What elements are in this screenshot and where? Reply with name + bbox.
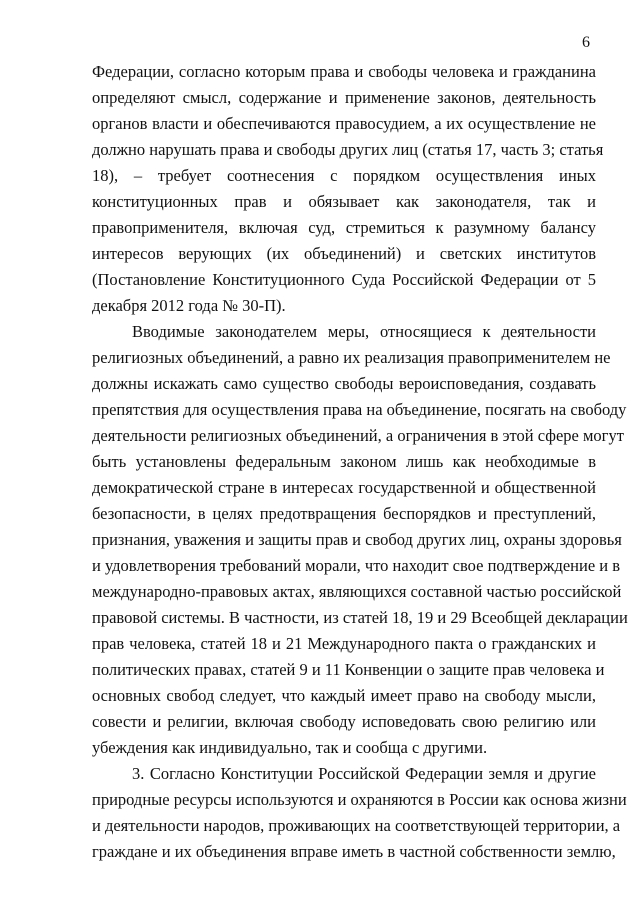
text-line: международно-правовых актах, являющихся составной частью российской <box>92 582 622 601</box>
text-line: определяют смысл, содержание и применение законов, деятельность <box>92 88 596 107</box>
page-number: 6 <box>582 34 590 51</box>
text-line: религиозных объединений, а равно их реализация правоприменителем не <box>92 348 611 367</box>
text-line: декабря 2012 года № 30-П). <box>92 296 286 315</box>
text-line: признания, уважения и защиты прав и свобод других лиц, охраны здоровья <box>92 530 622 549</box>
text-line: основных свобод следует, что каждый имеет право на свободу мысли, <box>92 686 596 705</box>
text-line: правоприменителя, включая суд, стремиться к разумному балансу <box>92 218 596 237</box>
text-line: Федерации, согласно которым права и свободы человека и гражданина <box>92 62 596 81</box>
text-line: безопасности, в целях предотвращения беспорядков и преступлений, <box>92 504 596 523</box>
text-line: и деятельности народов, проживающих на соответствующей территории, а <box>92 816 621 835</box>
text-line: совести и религии, включая свободу исповедовать свою религию или <box>92 712 596 731</box>
text-line: прав человека, статей 18 и 21 Международного пакта о гражданских и <box>92 634 596 653</box>
text-line: интересов верующих (их объединений) и светских институтов <box>92 244 596 263</box>
text-line: (Постановление Конституционного Суда Российской Федерации от 5 <box>92 270 596 289</box>
text-line: препятствия для осуществления права на объединение, посягать на свободу <box>92 400 627 419</box>
text-line: убеждения как индивидуально, так и сообща с другими. <box>92 738 488 757</box>
text-line: органов власти и обеспечиваются правосудием, а их осуществление не <box>92 114 596 133</box>
text-line: 18), – требует соотнесения с порядком осуществления иных <box>92 166 596 185</box>
text-line: должно нарушать права и свободы других лиц (статья 17, часть 3; статья <box>92 140 604 159</box>
text-line: и удовлетворения требований морали, что находит свое подтверждение и в <box>92 556 621 575</box>
text-line: быть установлены федеральным законом лишь как необходимые в <box>92 452 596 471</box>
text-line: политических правах, статей 9 и 11 Конвенции о защите прав человека и <box>92 660 605 679</box>
text-line: конституционных прав и обязывает как законодателя, так и <box>92 192 596 211</box>
text-line: демократической стране в интересах государственной и общественной <box>92 478 596 497</box>
text-line: природные ресурсы используются и охраняются в России как основа жизни <box>92 790 627 809</box>
text-line: 3. Согласно Конституции Российской Федерации земля и другие <box>132 764 596 783</box>
text-line: граждане и их объединения вправе иметь в частной собственности землю, <box>92 842 616 861</box>
text-line: должны искажать само существо свободы вероисповедания, создавать <box>92 374 596 393</box>
text-line: деятельности религиозных объединений, а ограничения в этой сфере могут <box>92 426 624 445</box>
text-line: правовой системы. В частности, из статей 18, 19 и 29 Всеобщей декларации <box>92 608 628 627</box>
text-line: Вводимые законодателем меры, относящиеся к деятельности <box>132 322 596 341</box>
